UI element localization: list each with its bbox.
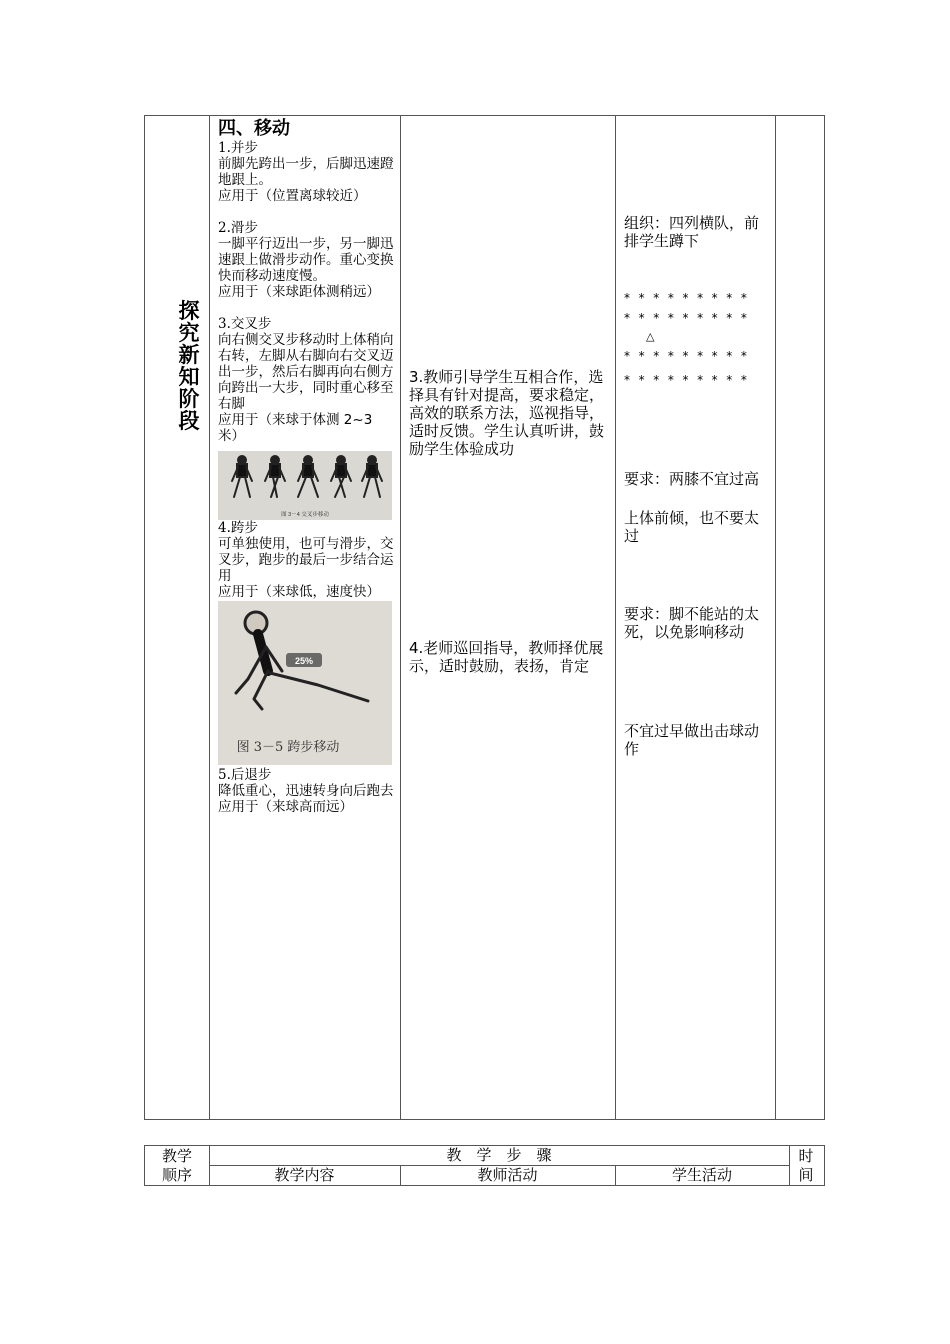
requirement-text: 上体前倾，也不要太过 bbox=[624, 509, 760, 545]
table-border-left bbox=[144, 115, 145, 1120]
step-apply: 应用于（来球低，速度快） bbox=[218, 584, 380, 600]
column-divider bbox=[615, 115, 616, 1120]
header-content: 教学内容 bbox=[274, 1166, 335, 1184]
table-border-bottom bbox=[144, 1119, 825, 1120]
header-order: 教学顺序 bbox=[161, 1147, 192, 1184]
figure-caption: 图 3－5 跨步移动 bbox=[236, 740, 340, 755]
step-desc: 向右侧交叉步移动时上体稍向右转，左脚从右脚向右交叉迈出一步，然后右脚再向右侧方向跨出一大步，同时重心移至右脚 bbox=[218, 332, 394, 412]
formation-row: * * * * * * * * * bbox=[624, 373, 750, 387]
stage-char: 知 bbox=[178, 365, 200, 389]
step-desc: 可单独使用，也可与滑步，交叉步，跑步的最后一步结合运用 bbox=[218, 536, 394, 584]
teaching-content-step4 bbox=[218, 520, 396, 600]
step-title: 1.并步 bbox=[218, 140, 258, 156]
teaching-content-step5 bbox=[218, 767, 396, 815]
teacher-position-icon: △ bbox=[646, 330, 655, 343]
step-desc: 前脚先跨出一步，后脚迅速蹬地跟上。 bbox=[218, 156, 394, 188]
lunge-step-figure bbox=[218, 601, 392, 765]
header-student: 学生活动 bbox=[671, 1166, 732, 1184]
step-desc: 一脚平行迈出一步，另一脚迅速跟上做滑步动作。重心变换快而移动速度慢。 bbox=[218, 236, 394, 284]
formation-row: * * * * * * * * * bbox=[624, 311, 750, 325]
cross-step-figure bbox=[218, 451, 392, 520]
stage-char: 段 bbox=[178, 409, 200, 433]
column-divider bbox=[400, 115, 401, 1120]
header-column-divider bbox=[789, 1145, 790, 1186]
step-apply: 应用于（位置离球较近） bbox=[218, 188, 367, 204]
table-border-right bbox=[824, 115, 825, 1120]
progress-badge-text: 25% bbox=[294, 656, 314, 666]
header-border-bottom bbox=[144, 1185, 825, 1186]
header-border-right bbox=[824, 1145, 825, 1186]
stage-char: 探 bbox=[178, 299, 200, 323]
header-border-left bbox=[144, 1145, 145, 1186]
step-title: 4.跨步 bbox=[218, 520, 258, 536]
step-title: 5.后退步 bbox=[218, 767, 272, 783]
step-apply: 应用于（来球高而远） bbox=[218, 799, 353, 815]
requirement-text: 不宜过早做出击球动作 bbox=[624, 722, 760, 758]
stage-char: 阶 bbox=[178, 387, 200, 411]
step-apply: 应用于（来球于体测 2~3 米） bbox=[218, 412, 373, 444]
header-teacher: 教师活动 bbox=[477, 1166, 538, 1184]
header-steps: 教 学 步 骤 bbox=[446, 1146, 552, 1164]
cross-step-figure-illustration bbox=[218, 451, 392, 520]
teacher-activity-3: 3.教师引导学生互相合作，选择具有针对提高，要求稳定，高效的联系方法，巡视指导，适时反馈。学生认真听讲，鼓励学生体验成功 bbox=[409, 368, 605, 458]
column-divider bbox=[209, 115, 210, 1120]
stage-char: 新 bbox=[178, 343, 200, 367]
organization-text: 组织：四列横队，前排学生蹲下 bbox=[624, 214, 760, 250]
teaching-content bbox=[218, 118, 396, 444]
step-apply: 应用于（来球距体测稍远） bbox=[218, 284, 380, 300]
teacher-activity-4: 4.老师巡回指导，教师择优展示，适时鼓励，表扬，肯定 bbox=[409, 639, 604, 675]
formation-row: * * * * * * * * * bbox=[624, 349, 750, 363]
header-time: 时间 bbox=[798, 1147, 814, 1184]
step-title: 3.交叉步 bbox=[218, 316, 272, 332]
step-title: 2.滑步 bbox=[218, 220, 258, 236]
step-desc: 降低重心，迅速转身向后跑去 bbox=[218, 783, 394, 799]
section-heading: 四、移动 bbox=[218, 118, 290, 139]
column-divider bbox=[775, 115, 776, 1120]
stage-label bbox=[171, 300, 207, 432]
requirement-text: 要求：两膝不宜过高 bbox=[624, 470, 760, 488]
requirement-text: 要求：脚不能站的太死，以免影响移动 bbox=[624, 605, 760, 641]
formation-row: * * * * * * * * * bbox=[624, 291, 750, 305]
lunge-step-figure-illustration bbox=[218, 601, 392, 765]
table-border-top bbox=[144, 115, 825, 116]
stage-char: 究 bbox=[178, 321, 200, 345]
figure-caption: 图 3－4 交叉步移动 bbox=[281, 512, 329, 518]
